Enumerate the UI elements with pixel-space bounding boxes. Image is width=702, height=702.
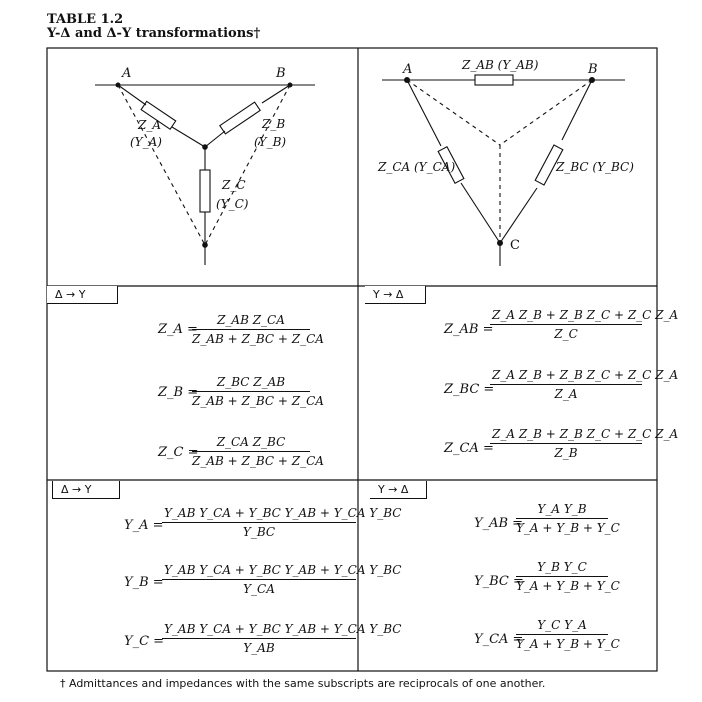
- eq-zbc-lhs: Z_BC =: [444, 382, 495, 397]
- eq-za-lhs: Z_A =: [158, 322, 198, 337]
- eq-yb-denominator: Y_CA: [162, 579, 356, 596]
- delta-zab-label: Z_AB (Y_AB): [462, 58, 539, 72]
- eq-zca-denominator: Z_B: [490, 443, 642, 460]
- y-ya-label: (Y_A): [130, 135, 162, 149]
- eq-yb-lhs: Y_B =: [124, 575, 164, 590]
- eq-yb-numerator: Y_AB Y_CA + Y_BC Y_AB + Y_CA Y_BC: [164, 563, 402, 577]
- eq-zca-numerator: Z_A Z_B + Z_B Z_C + Z_C Z_A: [492, 427, 679, 441]
- eq-ya-fraction: [162, 506, 402, 539]
- table-title: TABLE 1.2: [47, 12, 124, 27]
- y-yc-label: (Y_C): [216, 197, 249, 211]
- eq-zbc-denominator: Z_A: [490, 384, 642, 401]
- eq-za-numerator: Z_AB Z_CA: [217, 313, 285, 327]
- eq-ybc-numerator: Y_B Y_C: [537, 560, 587, 574]
- eq-zb-fraction: [192, 375, 324, 408]
- eq-zb-denominator: Z_AB + Z_BC + Z_CA: [192, 391, 310, 408]
- eq-ybc-denominator: Y_A + Y_B + Y_C: [516, 576, 608, 593]
- eq-zc-lhs: Z_C =: [158, 445, 199, 460]
- eq-yca-fraction: [516, 618, 620, 651]
- eq-ya-lhs: Y_A =: [124, 518, 164, 533]
- eq-zbc-fraction: [490, 368, 679, 401]
- eq-ybc-lhs: Y_BC =: [474, 574, 524, 589]
- table-footnote: † Admittances and impedances with the same subscripts are reciprocals of one another.: [60, 677, 546, 690]
- eq-zab-fraction: [490, 308, 679, 341]
- table-subtitle: Y-Δ and Δ-Y transformations†: [47, 26, 261, 41]
- eq-zca-fraction: [490, 427, 679, 460]
- eq-yab-lhs: Y_AB =: [474, 516, 524, 531]
- eq-ya-denominator: Y_BC: [162, 522, 356, 539]
- eq-yca-denominator: Y_A + Y_B + Y_C: [516, 634, 608, 651]
- eq-za-fraction: [192, 313, 324, 346]
- y-zc-label: Z_C: [222, 178, 246, 192]
- tag-delta-to-y-impedance: Δ → Y: [47, 286, 118, 304]
- y-node-b-label: B: [276, 66, 286, 81]
- eq-yc-denominator: Y_AB: [162, 638, 356, 655]
- eq-zab-numerator: Z_A Z_B + Z_B Z_C + Z_C Z_A: [492, 308, 679, 322]
- eq-zab-lhs: Z_AB =: [444, 322, 494, 337]
- eq-zc-denominator: Z_AB + Z_BC + Z_CA: [192, 451, 310, 468]
- eq-zc-numerator: Z_CA Z_BC: [216, 435, 286, 449]
- eq-yca-lhs: Y_CA =: [474, 632, 524, 647]
- tag-y-to-delta-impedance: Y → Δ: [365, 286, 426, 304]
- delta-zca-label: Z_CA (Y_CA): [378, 160, 456, 174]
- eq-ybc-fraction: [516, 560, 620, 593]
- y-node-a-label: A: [122, 66, 132, 81]
- eq-yab-numerator: Y_A Y_B: [537, 502, 587, 516]
- tag-delta-to-y-admittance: Δ → Y: [52, 481, 120, 499]
- y-zb-label: Z_B: [262, 117, 286, 131]
- eq-yc-fraction: [162, 622, 402, 655]
- eq-yca-numerator: Y_C Y_A: [537, 618, 587, 632]
- eq-yab-fraction: [516, 502, 620, 535]
- eq-yab-denominator: Y_A + Y_B + Y_C: [516, 518, 608, 535]
- delta-node-b-label: B: [588, 62, 598, 77]
- eq-zb-numerator: Z_BC Z_AB: [216, 375, 286, 389]
- delta-node-a-label: A: [403, 62, 413, 77]
- eq-ya-numerator: Y_AB Y_CA + Y_BC Y_AB + Y_CA Y_BC: [164, 506, 402, 520]
- eq-zca-lhs: Z_CA =: [444, 441, 494, 456]
- eq-yc-lhs: Y_C =: [124, 634, 165, 649]
- eq-yb-fraction: [162, 563, 402, 596]
- eq-zc-fraction: [192, 435, 324, 468]
- tag-y-to-delta-admittance: Y → Δ: [370, 481, 427, 499]
- delta-node-c-label: C: [510, 238, 520, 253]
- eq-zb-lhs: Z_B =: [158, 385, 199, 400]
- eq-zab-denominator: Z_C: [490, 324, 642, 341]
- eq-zbc-numerator: Z_A Z_B + Z_B Z_C + Z_C Z_A: [492, 368, 679, 382]
- y-za-label: Z_A: [138, 118, 162, 132]
- delta-zbc-label: Z_BC (Y_BC): [556, 160, 634, 174]
- y-yb-label: (Y_B): [254, 135, 287, 149]
- eq-za-denominator: Z_AB + Z_BC + Z_CA: [192, 329, 310, 346]
- eq-yc-numerator: Y_AB Y_CA + Y_BC Y_AB + Y_CA Y_BC: [164, 622, 402, 636]
